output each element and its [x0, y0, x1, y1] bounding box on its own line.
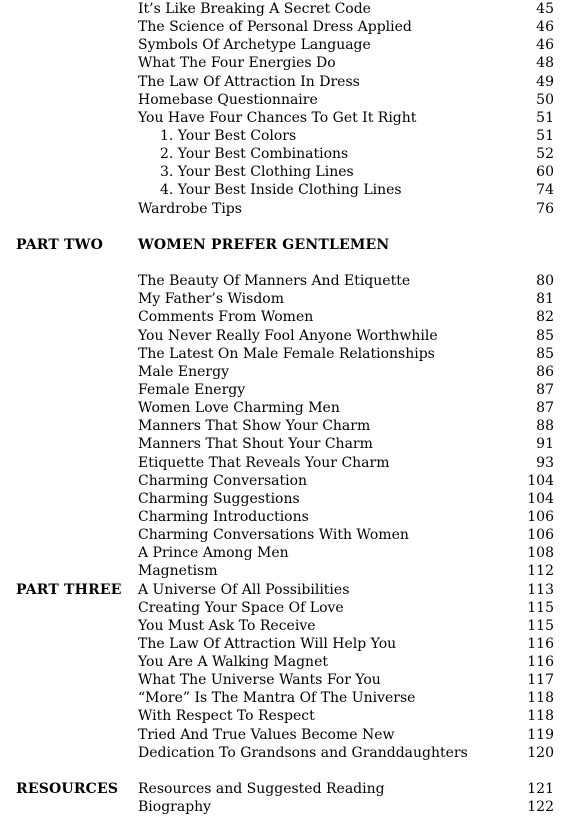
entry-title: The Law Of Attraction Will Help You — [138, 635, 397, 652]
toc-entry[interactable] — [0, 36, 576, 54]
toc-entry[interactable] — [0, 726, 576, 744]
entry-page: 116 — [527, 635, 554, 652]
toc-entry[interactable] — [0, 744, 576, 762]
entry-title: Charming Suggestions — [138, 490, 300, 507]
toc-entry[interactable] — [0, 798, 576, 816]
toc-entry[interactable] — [0, 635, 576, 653]
entry-page: 116 — [527, 654, 554, 671]
entry-title: What The Universe Wants For You — [138, 672, 381, 689]
entry-title: 4. Your Best Inside Clothing Lines — [160, 182, 402, 199]
toc-entry[interactable] — [0, 454, 576, 472]
toc-entry[interactable] — [0, 18, 576, 36]
entry-page: 119 — [527, 726, 554, 743]
toc-subentry[interactable] — [0, 181, 576, 199]
entry-title: You Must Ask To Receive — [138, 617, 316, 634]
toc-subentry[interactable] — [0, 127, 576, 145]
entry-title: Symbols Of Archetype Language — [138, 37, 371, 54]
entry-title: A Prince Among Men — [138, 545, 289, 562]
toc-entry[interactable] — [0, 435, 576, 453]
entry-title: Female Energy — [138, 381, 246, 398]
entry-title: Manners That Shout Your Charm — [138, 436, 373, 453]
toc-entry[interactable] — [0, 490, 576, 508]
entry-page: 93 — [536, 454, 554, 471]
entry-page: 91 — [536, 436, 554, 453]
entry-page: 49 — [536, 73, 554, 90]
entry-title: Magnetism — [138, 563, 218, 580]
entry-title: 2. Your Best Combinations — [160, 146, 349, 163]
entry-page: 46 — [536, 37, 554, 54]
entry-page: 86 — [536, 363, 554, 380]
entry-title: Creating Your Space Of Love — [138, 599, 344, 616]
spacer — [0, 762, 576, 780]
toc-entry[interactable] — [0, 327, 576, 345]
toc-entry[interactable] — [0, 417, 576, 435]
entry-title: Resources and Suggested Reading — [138, 781, 385, 798]
entry-page: 121 — [527, 781, 554, 798]
entry-page: 115 — [527, 599, 554, 616]
entry-page: 48 — [536, 55, 554, 72]
entry-title: A Universe Of All Possibilities — [138, 581, 350, 598]
entry-page: 82 — [536, 309, 554, 326]
toc-entry[interactable] — [0, 508, 576, 526]
entry-title: My Father’s Wisdom — [138, 291, 284, 308]
entry-title: What The Four Energies Do — [138, 55, 336, 72]
entry-title: 3. Your Best Clothing Lines — [160, 164, 354, 181]
toc-entry[interactable] — [0, 599, 576, 617]
entry-page: 74 — [536, 182, 554, 199]
part-two-heading: WOMEN PREFER GENTLEMEN — [138, 236, 390, 253]
entry-page: 85 — [536, 345, 554, 362]
entry-page: 106 — [527, 508, 554, 525]
entry-page: 88 — [536, 418, 554, 435]
toc-entry[interactable] — [0, 689, 576, 707]
toc-entry[interactable] — [0, 562, 576, 580]
entry-title: Biography — [138, 799, 212, 816]
entry-page: 46 — [536, 19, 554, 36]
entry-title: Charming Conversations With Women — [138, 527, 409, 544]
toc-entry[interactable] — [0, 671, 576, 689]
entry-page: 118 — [527, 690, 554, 707]
entry-page: 117 — [527, 672, 554, 689]
toc-entry[interactable] — [0, 200, 576, 218]
entry-page: 85 — [536, 327, 554, 344]
entry-page: 122 — [527, 799, 554, 816]
toc-entry[interactable] — [0, 272, 576, 290]
entry-title: 1. Your Best Colors — [160, 127, 297, 144]
toc-entry[interactable] — [0, 109, 576, 127]
toc-entry[interactable] — [0, 544, 576, 562]
entry-title: Homebase Questionnaire — [138, 91, 318, 108]
entry-page: 118 — [527, 708, 554, 725]
entry-page: 104 — [527, 472, 554, 489]
entry-title: Charming Introductions — [138, 508, 309, 525]
entry-page: 120 — [527, 744, 554, 761]
entry-page: 76 — [536, 200, 554, 217]
entry-page: 108 — [527, 545, 554, 562]
entry-title: Male Energy — [138, 363, 229, 380]
entry-page: 115 — [527, 617, 554, 634]
entry-page: 60 — [536, 164, 554, 181]
toc-entry[interactable] — [0, 581, 576, 599]
entry-page: 113 — [527, 581, 554, 598]
entry-page: 112 — [527, 563, 554, 580]
entry-title: “More” Is The Mantra Of The Universe — [138, 690, 416, 707]
toc-entry[interactable] — [0, 780, 576, 798]
toc-entry[interactable] — [0, 363, 576, 381]
entry-title: You Never Really Fool Anyone Worthwhile — [138, 327, 438, 344]
entry-title: Charming Conversation — [138, 472, 308, 489]
toc-entry[interactable] — [0, 381, 576, 399]
part-heading-row — [0, 236, 576, 254]
toc-entry[interactable] — [0, 617, 576, 635]
toc-entry[interactable] — [0, 526, 576, 544]
entry-title: The Law Of Attraction In Dress — [138, 73, 360, 90]
toc-entry[interactable] — [0, 91, 576, 109]
toc-entry[interactable] — [0, 345, 576, 363]
part-three-label: PART THREE — [16, 581, 122, 598]
toc-entry[interactable] — [0, 54, 576, 72]
toc-entry[interactable] — [0, 707, 576, 725]
spacer — [0, 218, 576, 236]
toc-entry[interactable] — [0, 290, 576, 308]
entry-title: With Respect To Respect — [138, 708, 315, 725]
entry-page: 51 — [536, 109, 554, 126]
entry-title: Manners That Show Your Charm — [138, 418, 371, 435]
entry-page: 52 — [536, 146, 554, 163]
toc-subentry[interactable] — [0, 163, 576, 181]
entry-title: Wardrobe Tips — [138, 200, 242, 217]
entry-page: 50 — [536, 91, 554, 108]
entry-title: Tried And True Values Become New — [138, 726, 395, 743]
entry-title: You Are A Walking Magnet — [138, 654, 328, 671]
entry-title: Etiquette That Reveals Your Charm — [138, 454, 390, 471]
spacer — [0, 254, 576, 272]
entry-title: The Latest On Male Female Relationships — [138, 345, 435, 362]
entry-title: Dedication To Grandsons and Granddaughters — [138, 744, 468, 761]
entry-page: 81 — [536, 291, 554, 308]
entry-page: 106 — [527, 527, 554, 544]
entry-title: It’s Like Breaking A Secret Code — [138, 1, 371, 17]
toc-entry[interactable] — [0, 0, 576, 18]
entry-title: The Science of Personal Dress Applied — [138, 19, 412, 36]
entry-page: 87 — [536, 400, 554, 417]
entry-title: Women Love Charming Men — [138, 400, 340, 417]
entry-page: 51 — [536, 127, 554, 144]
entry-title: The Beauty Of Manners And Etiquette — [138, 273, 411, 290]
toc-entry[interactable] — [0, 308, 576, 326]
entry-page: 80 — [536, 273, 554, 290]
part-two-label: PART TWO — [16, 236, 103, 253]
toc-subentry[interactable] — [0, 145, 576, 163]
toc-entry[interactable] — [0, 472, 576, 490]
toc-entry[interactable] — [0, 399, 576, 417]
resources-label: RESOURCES — [16, 781, 119, 798]
toc-entry[interactable] — [0, 653, 576, 671]
entry-title: Comments From Women — [138, 309, 314, 326]
entry-page: 87 — [536, 381, 554, 398]
entry-title: You Have Four Chances To Get It Right — [138, 109, 417, 126]
toc-entry[interactable] — [0, 73, 576, 91]
entry-page: 104 — [527, 490, 554, 507]
entry-page: 45 — [536, 1, 554, 17]
